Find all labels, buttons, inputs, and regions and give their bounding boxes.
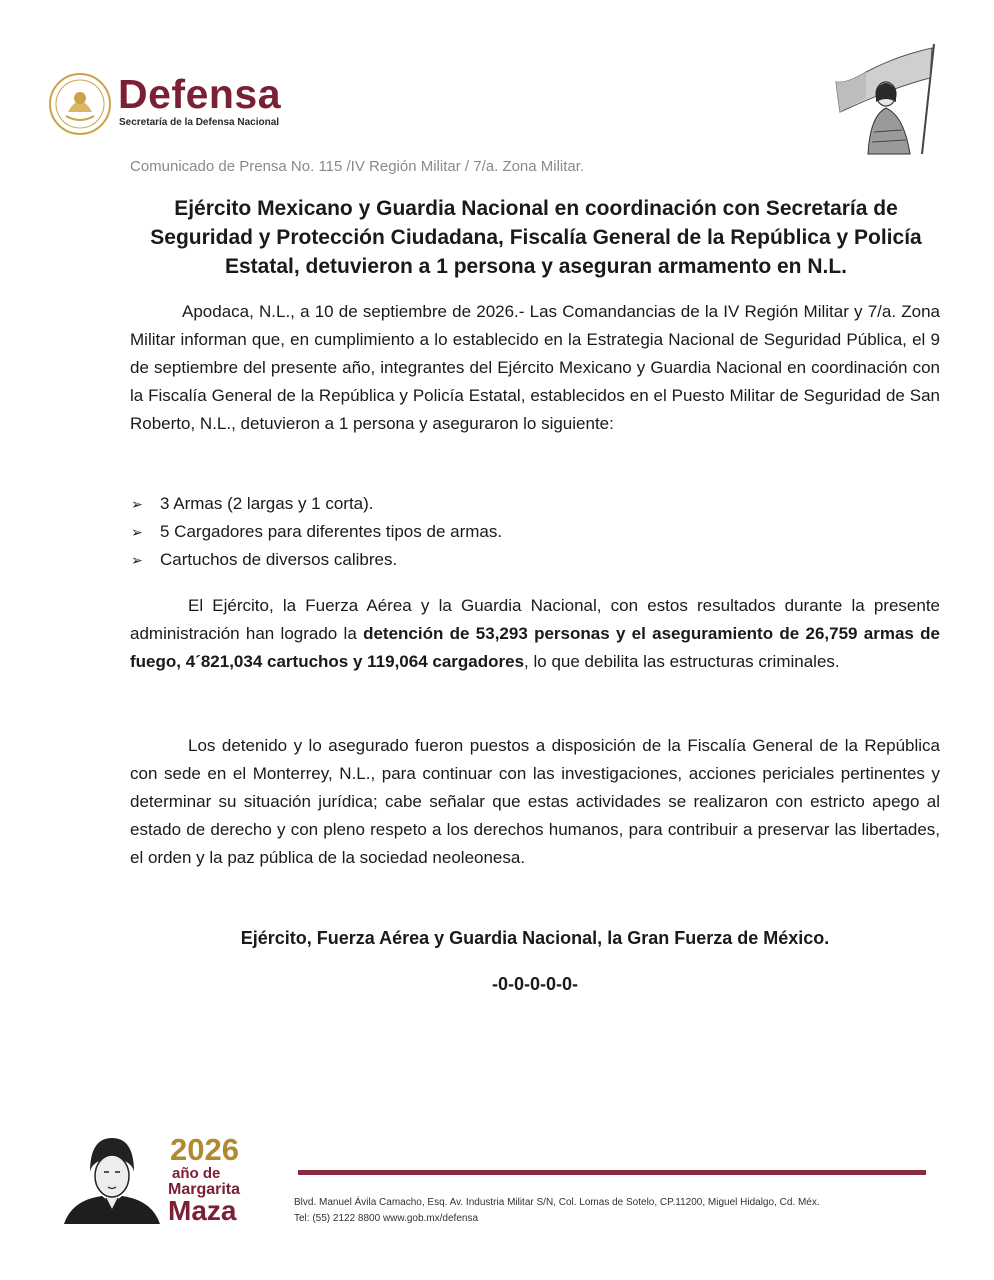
year-honoree-last: Maza xyxy=(168,1195,237,1226)
paragraph-2 xyxy=(130,592,940,676)
seized-items-list xyxy=(130,490,940,574)
year-number: 2026 xyxy=(170,1132,239,1167)
paragraph-3-text: Los detenido y lo asegurado fueron puestos a disposición de la Fiscalía General de la República con sede en el Monterrey, N.L., para continuar con las investigaciones, acciones periciales pertinentes y determinar su situación jurídica; cabe señalar que estas actividades se realizaron con estricto apego al estado de derecho y con pleno respeto a los derechos humanos, para contribuir a preservar las libertades, el orden y la paz pública de la sociedad neoleonesa. xyxy=(130,736,940,867)
paragraph-1-text: Apodaca, N.L., a 10 de septiembre de 2026.- Las Comandancias de la IV Región Militar y 7/a. Zona Militar informan que, en cumplimiento a lo establecido en la Estrategia Nacional de Seguridad Pública, el 9 de septiembre del presente año, integrantes del Ejército Mexicano y Guardia Nacional en coordinación con la Fiscalía General de la República y Policía Estatal, establecidos en el Puesto Militar de Seguridad de San Roberto, N.L., detuvieron a 1 persona y aseguraron lo siguiente: xyxy=(130,302,940,433)
motto: Ejército, Fuerza Aérea y Guardia Nacional, la Gran Fuerza de México. xyxy=(240,928,830,948)
brand-name: Defensa xyxy=(118,71,282,117)
arrow-bullet-icon: ➢ xyxy=(131,552,143,568)
list-item: ➢ Cartuchos de diversos calibres. xyxy=(130,546,940,574)
paragraph-3 xyxy=(130,732,940,872)
mexico-seal-icon xyxy=(48,72,112,136)
arrow-bullet-icon: ➢ xyxy=(131,524,143,540)
list-item: ➢ 5 Cargadores para diferentes tipos de armas. xyxy=(130,518,940,546)
closing-mark: -0-0-0-0-0- xyxy=(491,974,579,994)
year-honoree-first: Margarita xyxy=(168,1181,241,1198)
margarita-maza-portrait xyxy=(62,1132,162,1224)
heroine-flag-illustration xyxy=(826,42,940,156)
headline: Ejército Mexicano y Guardia Nacional en coordinación con Secretaría de Seguridad y Protección Ciudadana, Fiscalía General de la República y Policía Estatal, detuvieron a 1 persona y aseguran armamento en N.L. xyxy=(150,197,922,278)
paragraph-2-tail: , lo que debilita las estructuras criminales. xyxy=(524,652,840,671)
arrow-bullet-icon: ➢ xyxy=(131,496,143,512)
paragraph-2-highlight: detención de 53,293 personas y el aseguramiento de 26,759 armas de fuego, 4´821,034 cartuchos y 119,064 cargadores xyxy=(130,624,941,671)
communique-reference: Comunicado de Prensa No. 115 /IV Región Militar / 7/a. Zona Militar. xyxy=(130,158,585,175)
footer-contact: Tel: (55) 2122 8800 www.gob.mx/defensa xyxy=(294,1213,478,1224)
footer-divider xyxy=(298,1170,926,1175)
paragraph-1 xyxy=(130,298,940,438)
year-caption: año de xyxy=(172,1165,221,1182)
footer-address: Blvd. Manuel Ávila Camacho, Esq. Av. Industria Militar S/N, Col. Lomas de Sotelo, CP.11200, Miguel Hidalgo, Cd. Méx. xyxy=(294,1197,820,1208)
list-item: ➢ 3 Armas (2 largas y 1 corta). xyxy=(130,490,940,518)
brand-subtitle: Secretaría de la Defensa Nacional xyxy=(119,117,280,128)
paragraph-2-lead: El Ejército, la Fuerza Aérea y la Guardia Nacional, con estos resultados durante la presente administración han logrado la xyxy=(130,596,940,643)
